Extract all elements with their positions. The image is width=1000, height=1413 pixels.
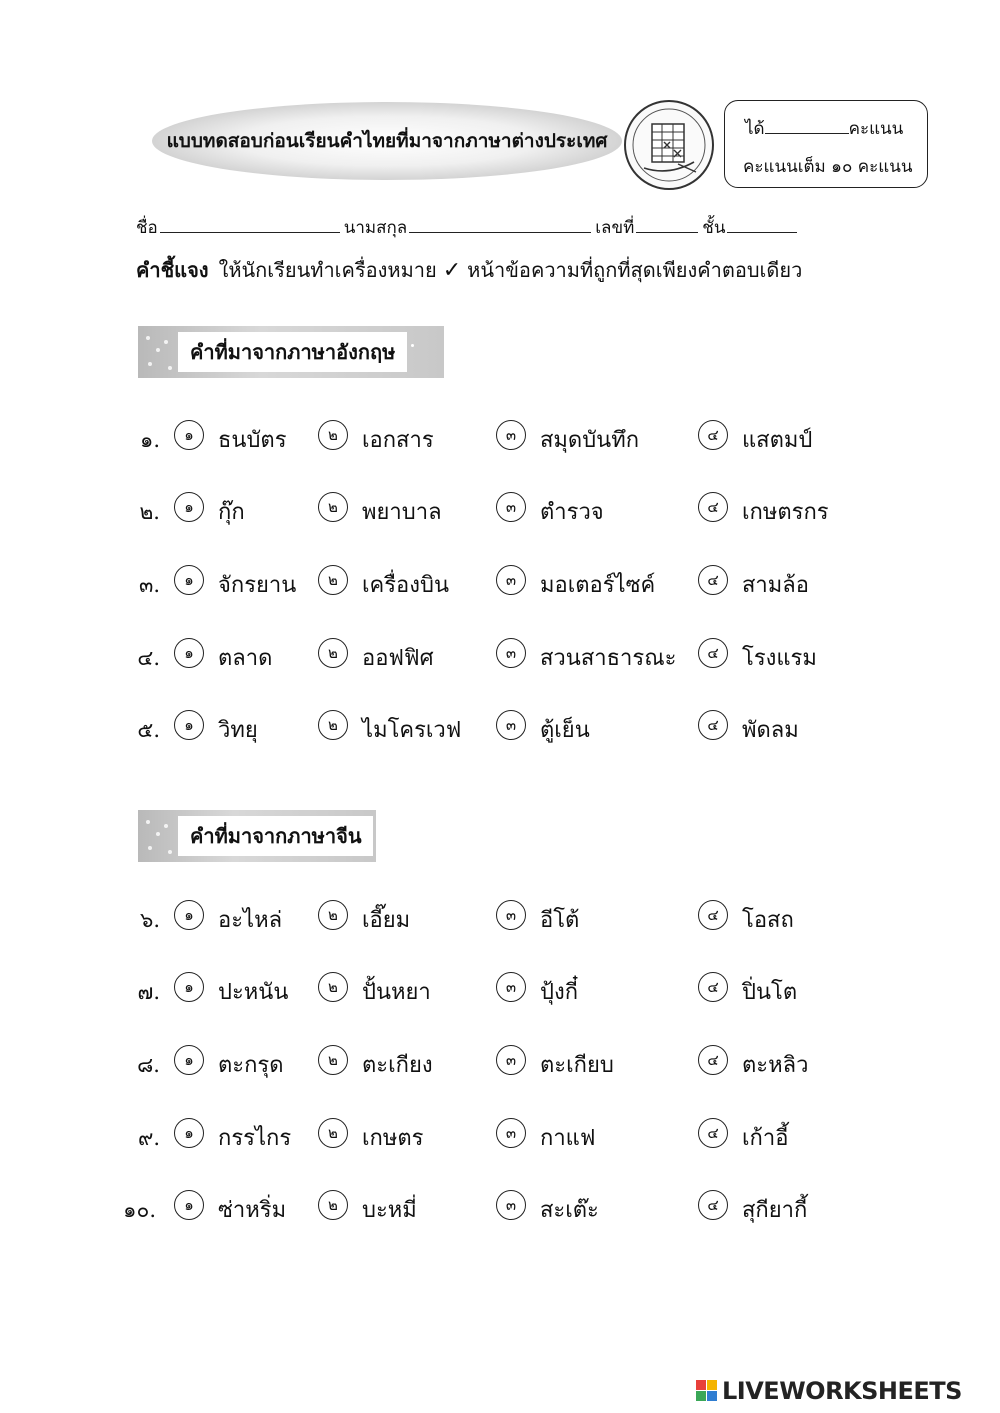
choice-option[interactable]: อะไหล่ [218, 908, 283, 933]
name-field[interactable] [160, 218, 340, 233]
choice-circle[interactable]: ๑ [174, 1190, 204, 1220]
choice-option[interactable]: มอเตอร์ไซค์ [540, 573, 656, 598]
question-number: ๒. [139, 500, 160, 524]
choice-option[interactable]: ธนบัตร [218, 428, 287, 453]
class-field[interactable] [727, 218, 797, 233]
question-number: ๑. [139, 428, 160, 452]
choice-circle[interactable]: ๒ [318, 1190, 348, 1220]
logo-mark-icon [696, 1380, 718, 1402]
choice-circle[interactable]: ๔ [698, 492, 728, 522]
section-header-chinese [138, 810, 376, 862]
title-banner [152, 102, 622, 180]
choice-option[interactable]: ตะเกียบ [540, 1053, 614, 1078]
choice-circle[interactable]: ๒ [318, 638, 348, 668]
score-got-label: ได้ [745, 119, 765, 139]
choice-circle[interactable]: ๓ [496, 638, 526, 668]
choice-circle[interactable]: ๔ [698, 565, 728, 595]
choice-circle[interactable]: ๓ [496, 1190, 526, 1220]
choice-circle[interactable]: ๑ [174, 900, 204, 930]
choice-circle[interactable]: ๑ [174, 420, 204, 450]
choice-circle[interactable]: ๔ [698, 710, 728, 740]
choice-option[interactable]: เก้าอี้ [742, 1126, 789, 1151]
choice-option[interactable]: เครื่องบิน [362, 573, 450, 598]
choice-option[interactable]: สวนสาธารณะ [540, 646, 677, 671]
choice-option[interactable]: ตะเกียง [362, 1053, 433, 1078]
choice-option[interactable]: พัดลม [742, 718, 799, 743]
choice-option[interactable]: สามล้อ [742, 573, 809, 598]
choice-circle[interactable]: ๔ [698, 420, 728, 450]
question-number: ๙. [137, 1126, 160, 1150]
choice-circle[interactable]: ๒ [318, 972, 348, 1002]
choice-option[interactable]: ซ่าหริ่ม [218, 1198, 287, 1223]
choice-circle[interactable]: ๑ [174, 638, 204, 668]
choice-circle[interactable]: ๒ [318, 710, 348, 740]
choice-option[interactable]: ไมโครเวฟ [362, 718, 462, 743]
choice-circle[interactable]: ๒ [318, 492, 348, 522]
instruction [136, 254, 802, 286]
choice-circle[interactable]: ๒ [318, 565, 348, 595]
choice-circle[interactable]: ๑ [174, 565, 204, 595]
student-info-line [136, 214, 801, 241]
emblem-icon [626, 102, 712, 188]
choice-option[interactable]: เกษตร [362, 1126, 424, 1151]
question-row [0, 563, 1000, 603]
choice-option[interactable]: สุกียากี้ [742, 1198, 808, 1223]
name-label: ชื่อ [136, 218, 158, 238]
choice-option[interactable]: ตู้เย็น [540, 718, 590, 743]
choice-circle[interactable]: ๒ [318, 900, 348, 930]
choice-option[interactable]: วิทยุ [218, 718, 258, 743]
choice-option[interactable]: เอี๊ยม [362, 908, 411, 933]
choice-option[interactable]: โอสถ [742, 908, 794, 933]
choice-option[interactable]: ตะหลิว [742, 1053, 809, 1078]
choice-option[interactable]: อีโต้ [540, 908, 580, 933]
choice-option[interactable]: ตะกรุด [218, 1053, 284, 1078]
choice-circle[interactable]: ๓ [496, 1118, 526, 1148]
section-title: คำที่มาจากภาษาจีน [178, 816, 373, 856]
number-field[interactable] [636, 218, 698, 233]
question-number: ๕. [137, 718, 160, 742]
choice-option[interactable]: สะเต๊ะ [540, 1198, 599, 1223]
choice-circle[interactable]: ๒ [318, 1045, 348, 1075]
choice-circle[interactable]: ๓ [496, 710, 526, 740]
pretest-emblem [624, 100, 714, 190]
choice-option[interactable]: กรรไกร [218, 1126, 292, 1151]
question-row [0, 708, 1000, 748]
choice-option[interactable]: ปิ่นโต [742, 980, 798, 1005]
section-decoration-tail [373, 810, 376, 862]
question-row [0, 636, 1000, 676]
choice-option[interactable]: จักรยาน [218, 573, 297, 598]
check-mark-icon: ✓ [442, 258, 462, 283]
choice-circle[interactable]: ๔ [698, 972, 728, 1002]
choice-circle[interactable]: ๒ [318, 420, 348, 450]
question-row [0, 418, 1000, 458]
surname-field[interactable] [409, 218, 591, 233]
choice-option[interactable]: กุ๊ก [218, 500, 245, 525]
choice-option[interactable]: โรงแรม [742, 646, 817, 671]
choice-circle[interactable]: ๔ [698, 638, 728, 668]
choice-circle[interactable]: ๒ [318, 1118, 348, 1148]
choice-circle[interactable]: ๓ [496, 492, 526, 522]
question-number: ๗. [137, 980, 160, 1004]
section-decoration-tail [407, 326, 444, 378]
choice-option[interactable]: เอกสาร [362, 428, 434, 453]
choice-option[interactable]: เกษตรกร [742, 500, 829, 525]
choice-circle[interactable]: ๑ [174, 492, 204, 522]
choice-option[interactable]: แสตมป์ [742, 428, 813, 453]
choice-circle[interactable]: ๔ [698, 900, 728, 930]
choice-circle[interactable]: ๓ [496, 1045, 526, 1075]
choice-circle[interactable]: ๑ [174, 972, 204, 1002]
surname-label: นามสกุล [343, 218, 408, 238]
choice-circle[interactable]: ๑ [174, 710, 204, 740]
choice-option[interactable]: ปั้นหยา [362, 980, 431, 1005]
section-decoration [138, 810, 178, 862]
choice-option[interactable]: ตลาด [218, 646, 273, 671]
score-got-line [745, 115, 903, 142]
page-title: แบบทดสอบก่อนเรียนคำไทยที่มาจากภาษาต่างประเทศ [166, 130, 608, 152]
section-decoration [138, 326, 178, 378]
question-number: ๘. [137, 1053, 160, 1077]
question-row [0, 1043, 1000, 1083]
question-number: ๓. [138, 573, 160, 597]
question-row [0, 1116, 1000, 1156]
choice-option[interactable]: ปุ้งกี๋ [540, 980, 579, 1005]
instruction-label: คำชี้แจง [136, 258, 209, 282]
choice-circle[interactable]: ๔ [698, 1190, 728, 1220]
number-label: เลขที่ [595, 218, 635, 238]
choice-option[interactable]: กาแฟ [540, 1126, 596, 1151]
choice-circle[interactable]: ๓ [496, 565, 526, 595]
instruction-text-before: ให้นักเรียนทำเครื่องหมาย [218, 258, 437, 282]
choice-circle[interactable]: ๓ [496, 900, 526, 930]
question-number: ๑๐. [123, 1198, 156, 1222]
choice-circle[interactable]: ๔ [698, 1045, 728, 1075]
logo-text: LIVEWORKSHEETS [722, 1377, 962, 1405]
choice-circle[interactable]: ๑ [174, 1045, 204, 1075]
liveworksheets-logo [696, 1378, 962, 1404]
choice-option[interactable]: พยาบาล [362, 500, 442, 525]
choice-circle[interactable]: ๔ [698, 1118, 728, 1148]
score-full: คะแนนเต็ม ๑๐ คะแนน [743, 157, 913, 177]
choice-option[interactable]: ตำรวจ [540, 500, 604, 525]
choice-option[interactable]: ปะหนัน [218, 980, 289, 1005]
score-blank[interactable] [765, 117, 849, 134]
question-number: ๖. [139, 908, 160, 932]
instruction-text-after: หน้าข้อความที่ถูกที่สุดเพียงคำตอบเดียว [467, 258, 803, 282]
section-title: คำที่มาจากภาษาอังกฤษ [178, 332, 407, 372]
question-row [0, 970, 1000, 1010]
choice-option[interactable]: สมุดบันทึก [540, 428, 640, 453]
score-box [724, 100, 928, 188]
choice-option[interactable]: บะหมี่ [362, 1198, 417, 1223]
choice-circle[interactable]: ๓ [496, 972, 526, 1002]
question-row [0, 898, 1000, 938]
question-row [0, 1188, 1000, 1228]
question-number: ๔. [137, 646, 160, 670]
choice-option[interactable]: ออฟฟิศ [362, 646, 434, 671]
choice-circle[interactable]: ๑ [174, 1118, 204, 1148]
question-row [0, 490, 1000, 530]
score-unit: คะแนน [848, 119, 904, 139]
class-label: ชั้น [702, 218, 726, 238]
section-header-english [138, 326, 444, 378]
choice-circle[interactable]: ๓ [496, 420, 526, 450]
